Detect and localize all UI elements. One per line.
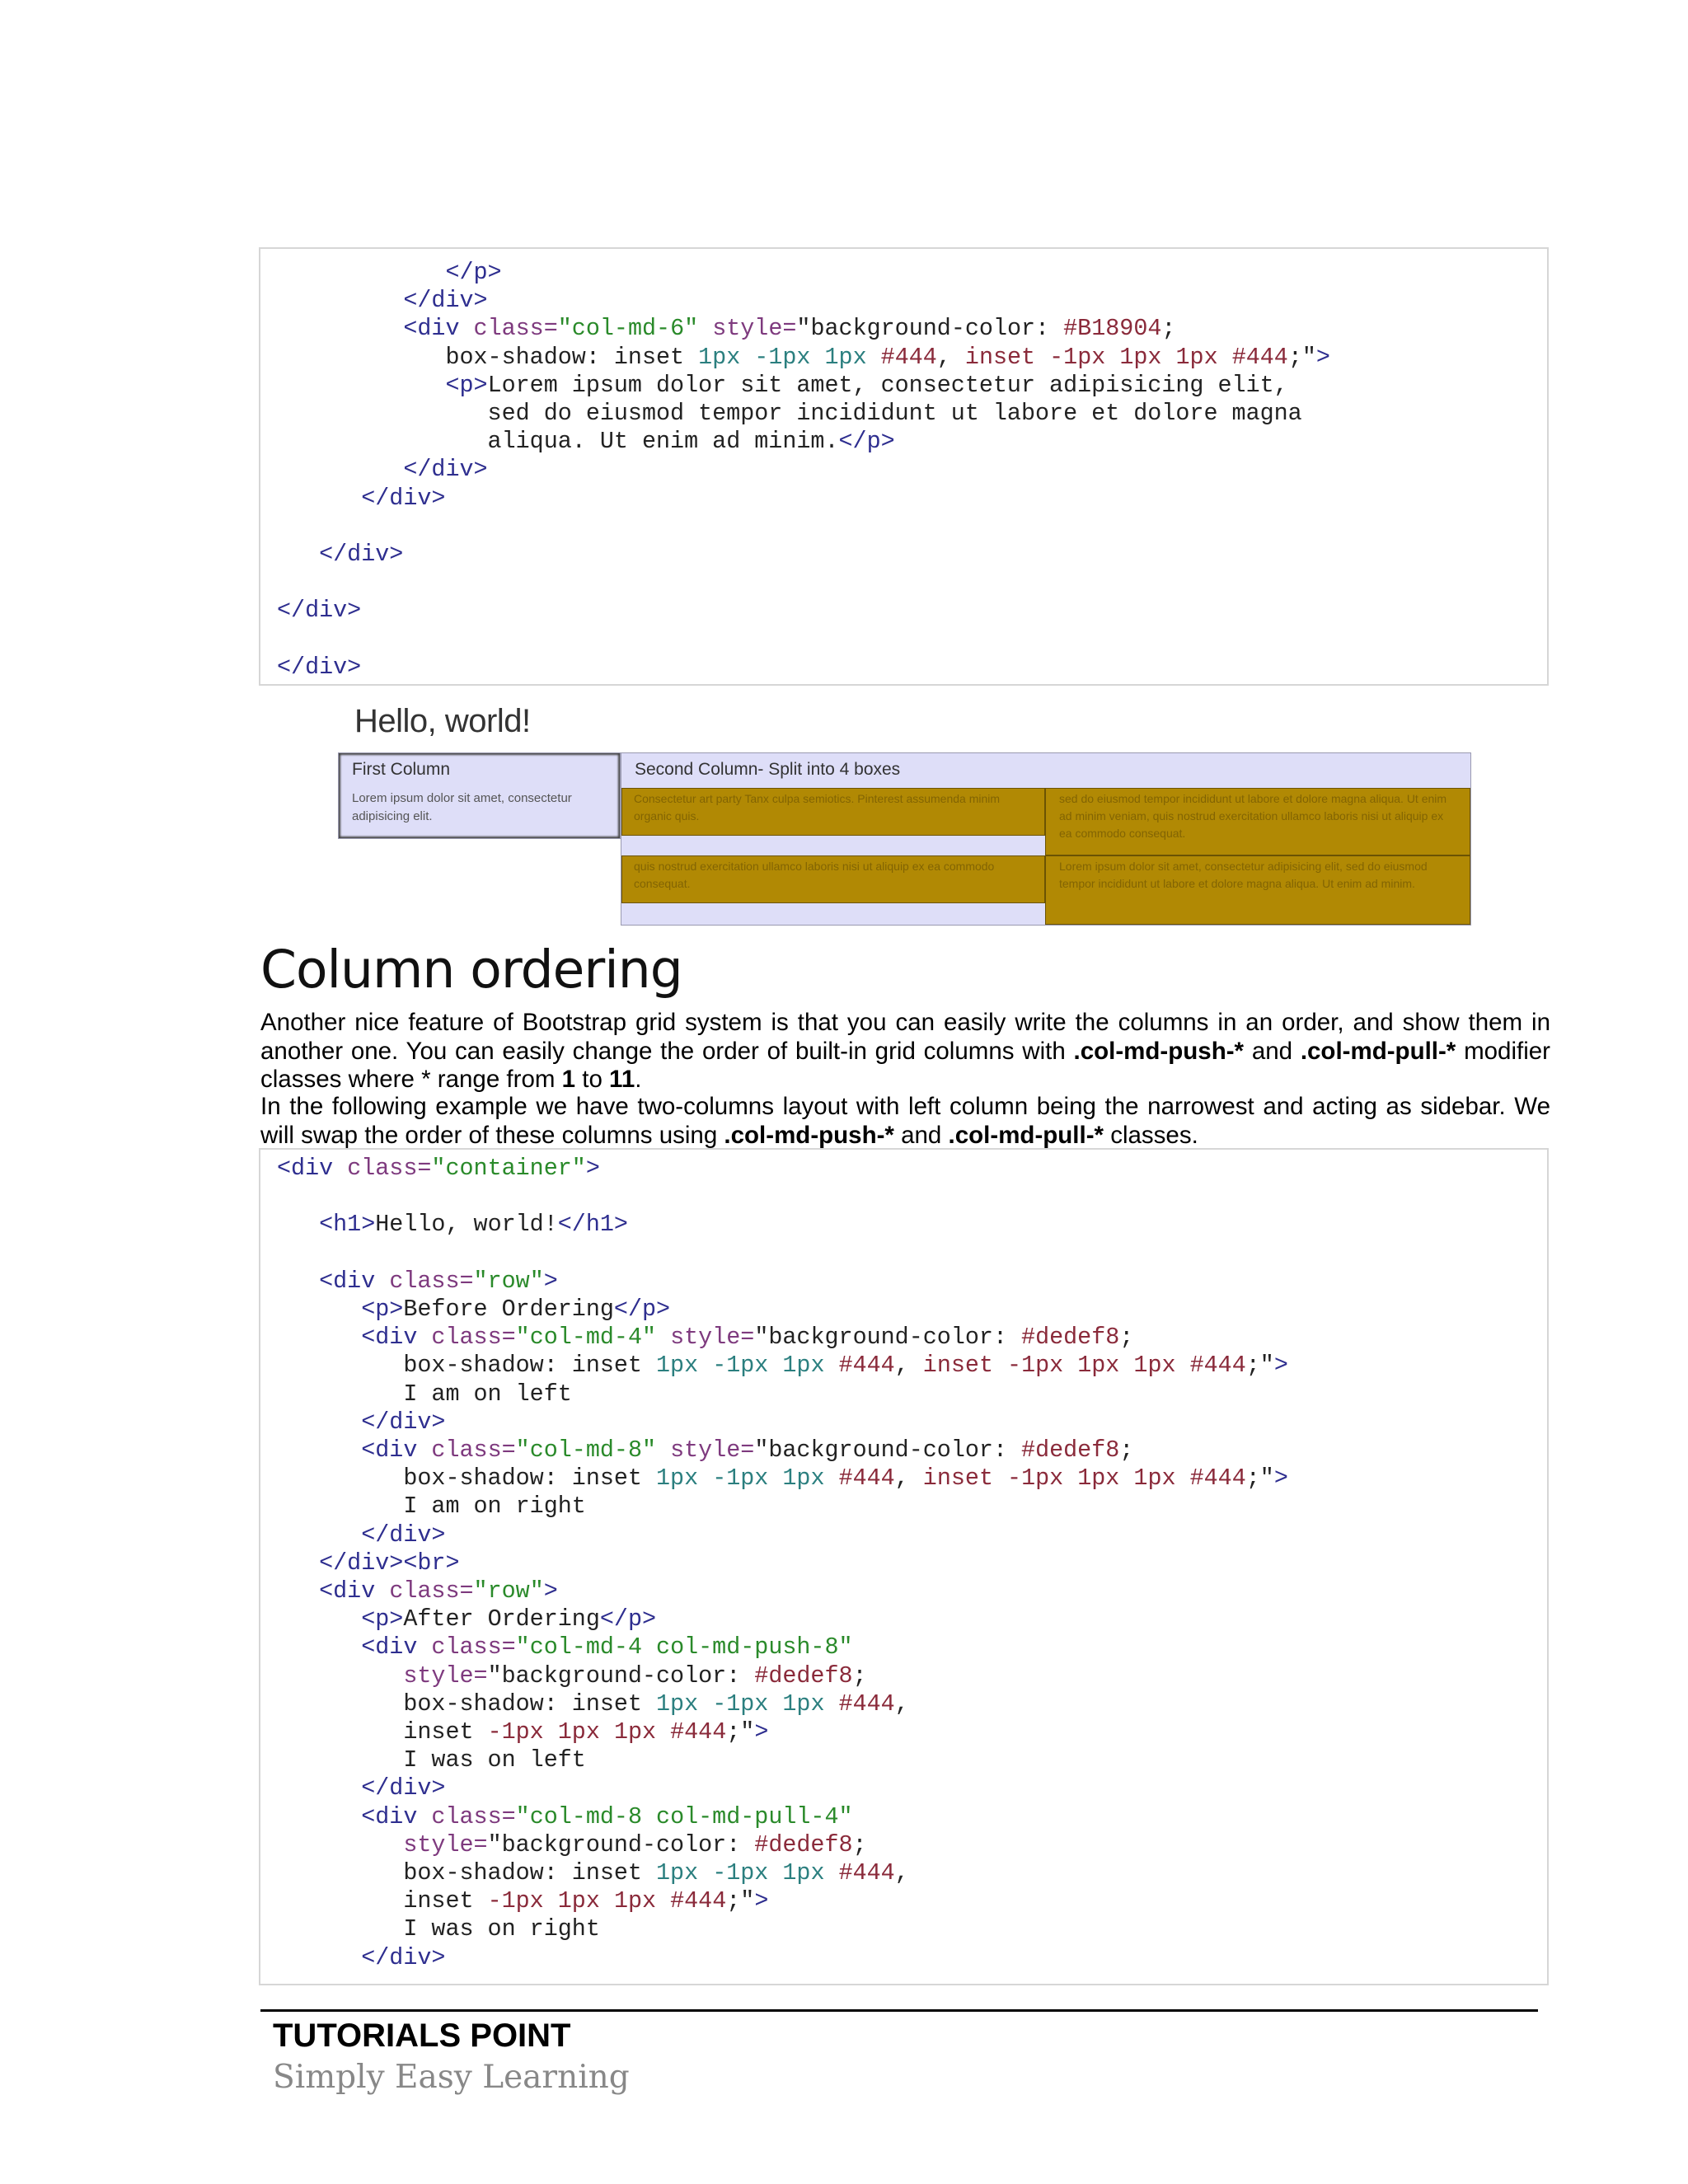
footer-brand: TUTORIALS POINT [273,2018,571,2054]
p2-text-e: classes. [1104,1121,1198,1149]
gold-box-4-text: Lorem ipsum dolor sit amet, consectetur adipisicing elit, sed do eiusmod tempor incididunt ut labore et dolore magna aliqua. Ut enim ad minim. [1059,860,1428,890]
first-column-label: First Column [352,760,451,779]
p1-range-start: 1 [561,1066,576,1093]
p2-text-a: In the following example we have two-columns layout with left column being the narrowest and acting as sidebar. We will swap the order of these columns using [260,1093,1550,1149]
example-output-figure [338,696,1471,927]
p2-text-c: and [893,1121,949,1149]
p1-text-g: to [575,1066,610,1093]
code-block-bottom [259,1148,1549,1985]
p1-pull-class: .col-md-pull-* [1300,1037,1456,1065]
p1-text-c: and [1244,1037,1301,1065]
paragraph-intro [260,1009,1550,1094]
p1-text-e: modifier classes where * range from [260,1037,1550,1093]
gold-box-2-text: sed do eiusmod tempor incididunt ut labore et dolore magna aliqua. Ut enim ad minim veniam, quis nostrud exercitation ullamco laboris nisi ut aliquip ex ea commodo consequat. [1059,792,1447,840]
gold-box-1-text: Consectetur art party Tanx culpa semiotics. Pinterest assumenda minim organic quis. [634,792,1001,823]
figure-title: Hello, world! [354,703,531,739]
code-block-top [259,247,1549,686]
gold-box-3 [621,855,1045,903]
code-top: </p> </div> <div class="col-md-6" style="background-color: #B18904; box-shadow: inset 1px -1px 1px #444, inset -1px 1px 1px #444;"> <p>Lorem ipsum dolor sit amet, consectetur adipisicing elit, sed do eiusmod tempor incididunt ut labore et dolore magna aliqua. Ut enim ad minim.</p> </div> </div> </div> </div> </div> [277,259,1330,681]
code-bottom: <div class="container"> <h1>Hello, world!</h1> <div class="row"> <p>Before Ordering</p> <div class="col-md-4" style="background-color: #dedef8; box-shadow: inset 1px -1px 1px #444, inset -1px 1px 1px #444;"> I am on left </div> <div class="col-md-8" style="background-color: #dedef8; box-shadow: inset 1px -1px 1px #444, inset -1px 1px 1px #444;"> I am on right </div> </div><br> <div class="row"> <p>After Ordering</p> <div class="col-md-4 col-md-push-8" style="background-color: #dedef8; box-shadow: inset 1px -1px 1px #444, inset -1px 1px 1px #444;"> I was on left </div> <div class="col-md-8 col-md-pull-4" style="background-color: #dedef8; box-shadow: inset 1px -1px 1px #444, inset -1px 1px 1px #444;"> I was on right </div> [277,1155,1288,1971]
p1-range-end: 11 [609,1066,635,1093]
gold-box-1 [621,788,1045,836]
first-column-box [338,752,621,839]
p1-text-i: . [635,1066,642,1093]
footer-rule [260,2009,1538,2012]
p1-text-a: Another nice feature of Bootstrap grid system is that you can easily write the columns in an order, and show them in another one. You can easily change the order of built-in grid columns with [260,1009,1550,1065]
p1-push-class: .col-md-push-* [1073,1037,1245,1065]
section-heading: Column ordering [260,940,682,1000]
first-column-text: Lorem ipsum dolor sit amet, consectetur adipisicing elit. [352,791,572,823]
gold-box-3-text: quis nostrud exercitation ullamco laboris nisi ut aliquip ex ea commodo consequat. [634,860,995,890]
paragraph-example [260,1093,1550,1150]
second-column-label: Second Column- Split into 4 boxes [635,760,901,779]
gold-box-2 [1045,788,1470,855]
second-column-box [621,752,1471,926]
footer-tagline: Simply Easy Learning [273,2059,630,2096]
p2-push-class: .col-md-push-* [724,1121,894,1149]
p2-pull-class: .col-md-pull-* [948,1121,1104,1149]
gold-box-4 [1045,855,1470,925]
